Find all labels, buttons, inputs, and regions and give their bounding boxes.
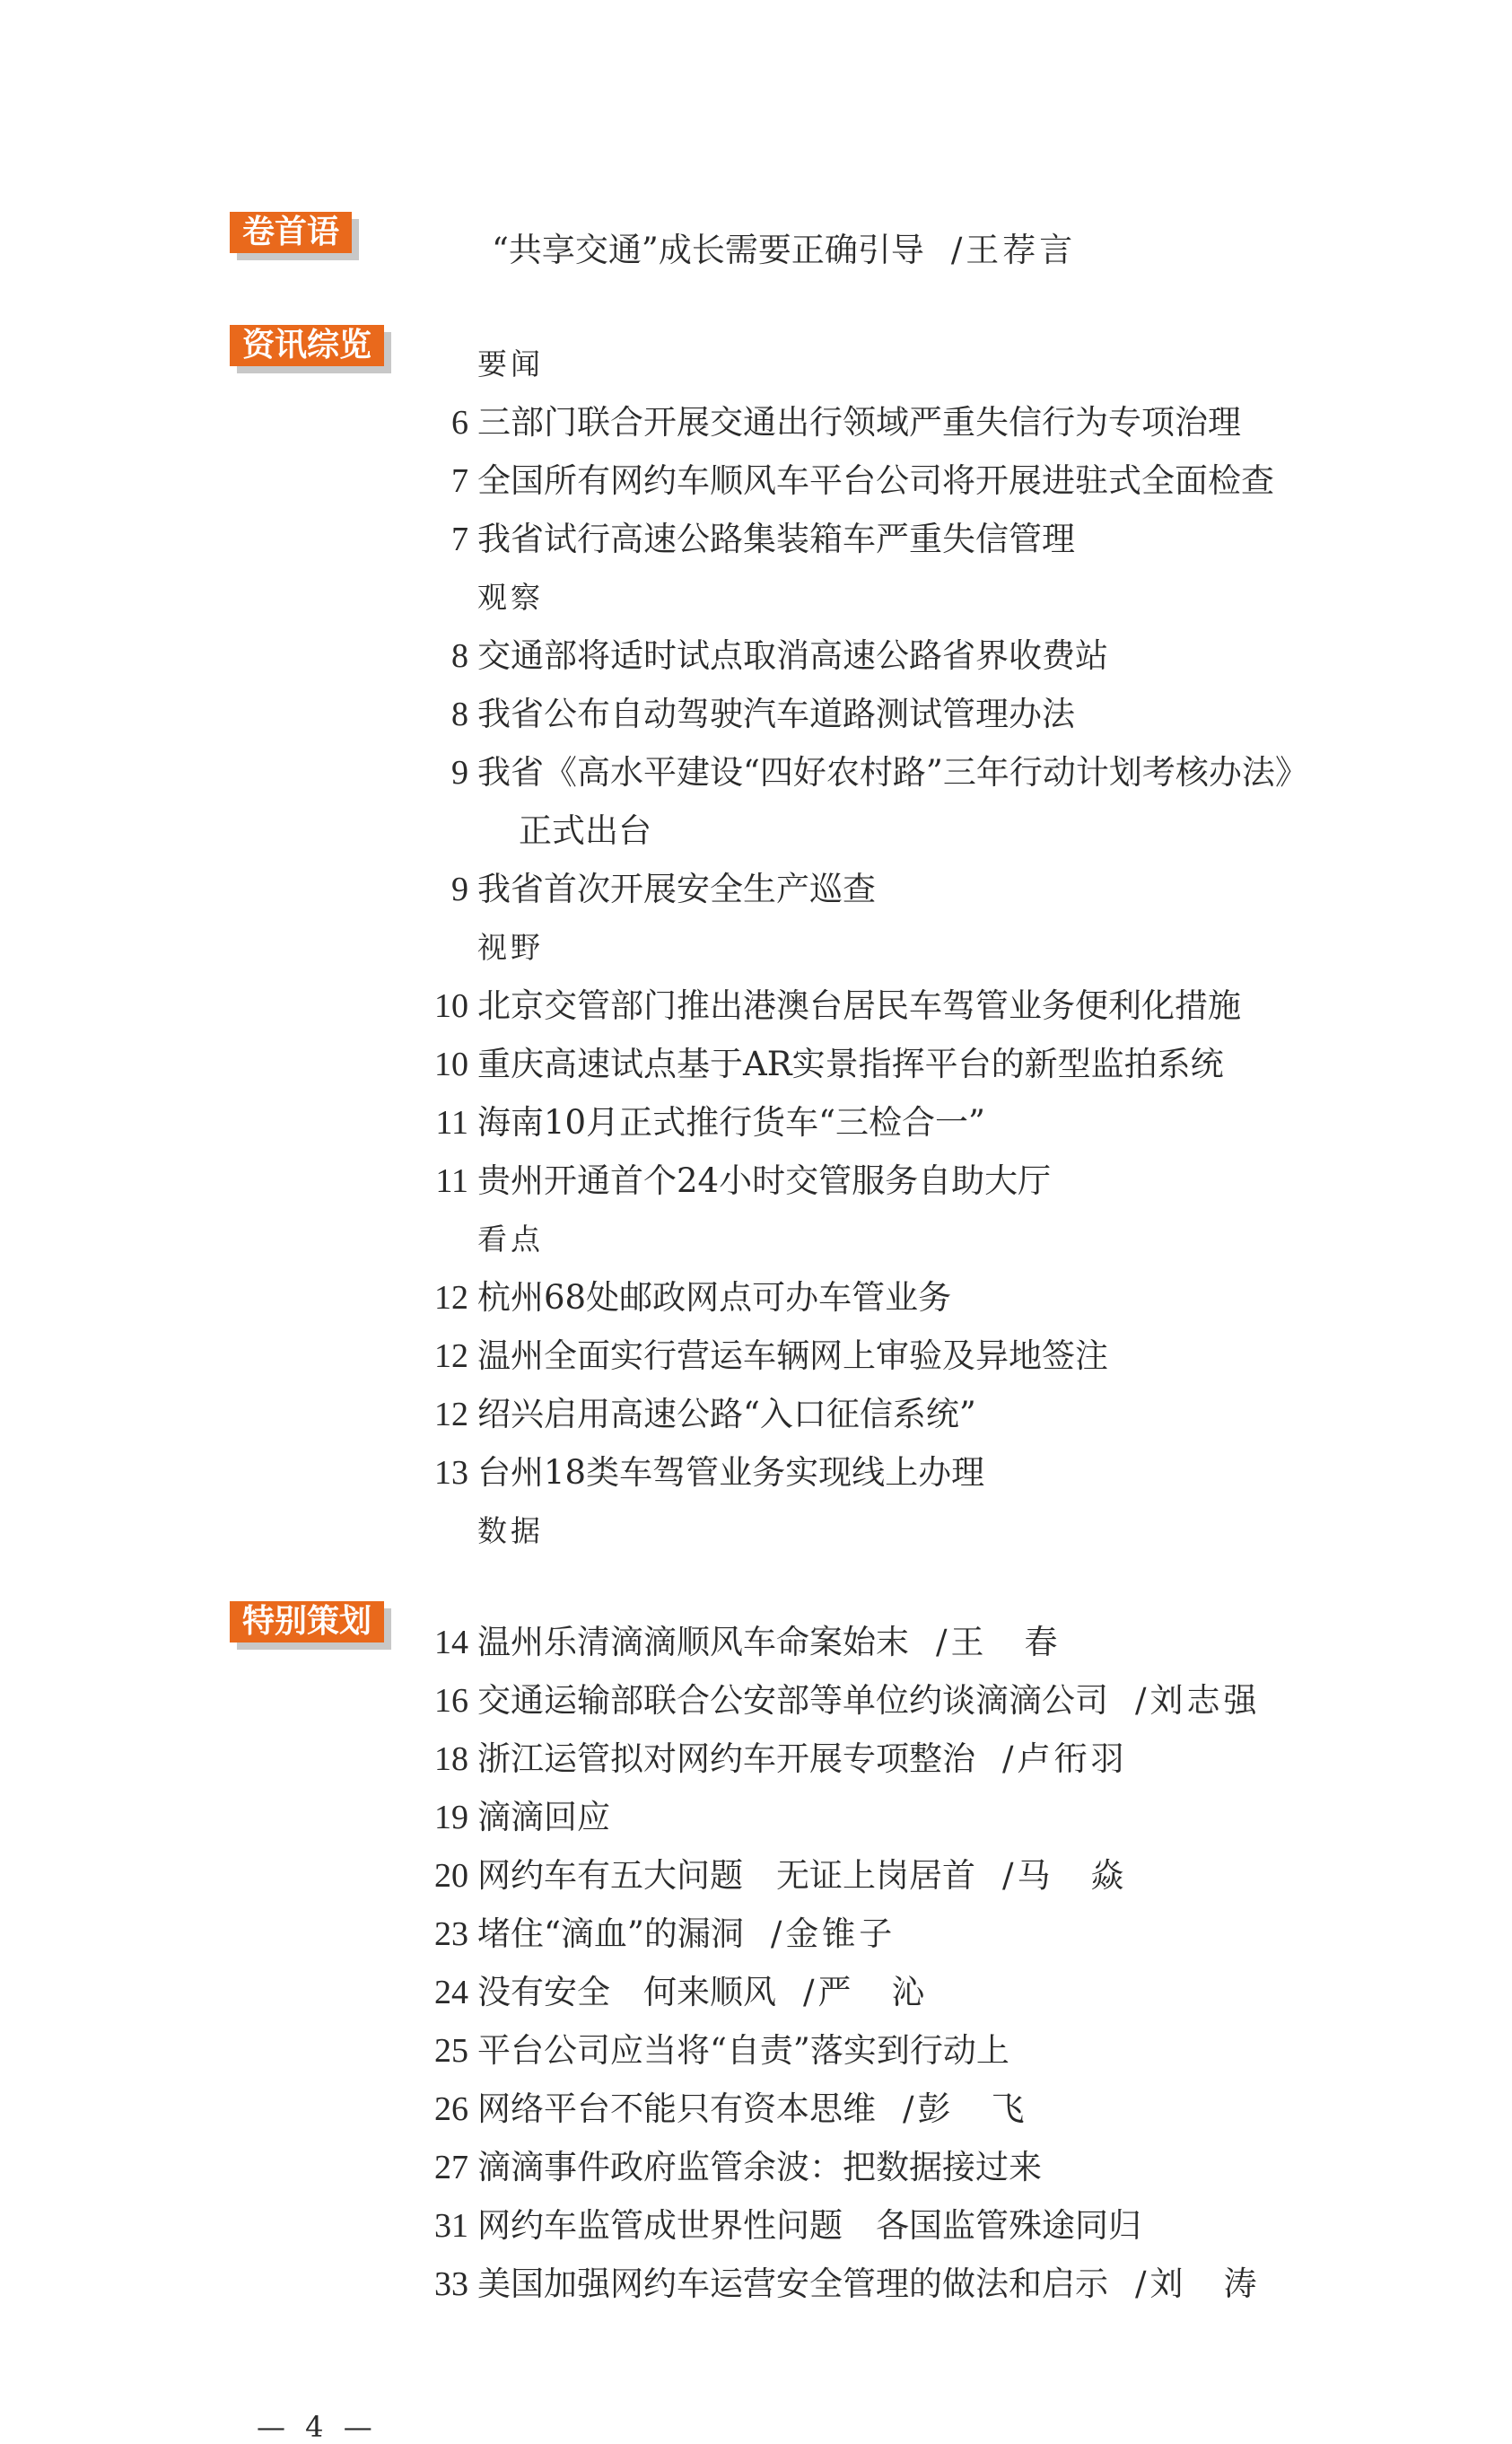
entry-page-number: 24: [434, 1974, 468, 2011]
section-label-epigraph: 卷首语: [230, 212, 352, 253]
entry-page-number: 13: [434, 1454, 468, 1492]
entry-title-group: 温州乐清滴滴顺风车命案始末 /王 春: [477, 1623, 1062, 1661]
entry-title-group: 滴滴回应: [477, 1798, 610, 1836]
toc-entry[interactable]: [0, 1674, 1512, 1728]
entry-title: 我省《高水平建设“四好农村路”三年行动计划考核办法》: [477, 753, 1308, 792]
toc-entry[interactable]: [0, 1616, 1512, 1669]
entry-title-group: 网约车监管成世界性问题 各国监管殊途同归: [477, 2206, 1141, 2245]
entry-page-number: 7: [451, 462, 468, 500]
entry-page-number: 26: [434, 2090, 468, 2128]
entry-page-number: 8: [451, 637, 468, 675]
subheading-label: 看点: [477, 1222, 544, 1257]
entry-title: 杭州68处邮政网点可办车管业务: [477, 1278, 952, 1317]
entry-title: 台州18类车驾管业务实现线上办理: [477, 1453, 985, 1492]
entry-page-number: 10: [434, 987, 468, 1025]
entry-page-number: 8: [451, 696, 468, 733]
toc-subheading: [0, 337, 1512, 391]
toc-subheading: [0, 571, 1512, 625]
entry-title-group: 网络平台不能只有资本思维 /彭 飞: [477, 2089, 1028, 2128]
entry-title: 北京交管部门推出港澳台居民车驾管业务便利化措施: [477, 986, 1241, 1025]
epigraph-entry[interactable]: [492, 223, 1076, 271]
entry-author: /马 焱: [1002, 1856, 1128, 1895]
entry-page-number: 11: [435, 1162, 468, 1200]
entry-title-group: 美国加强网约车运营安全管理的做法和启示 /刘 涛: [477, 2264, 1261, 2303]
entry-page-number: 14: [434, 1624, 468, 1661]
toc-entry[interactable]: [0, 2199, 1512, 2253]
toc-entry[interactable]: [0, 396, 1512, 450]
entry-page-number: 9: [451, 754, 468, 792]
entry-title: 我省公布自动驾驶汽车道路测试管理办法: [477, 695, 1075, 733]
entry-page-number: 11: [435, 1104, 468, 1142]
entry-title: 温州全面实行营运车辆网上审验及异地签注: [477, 1336, 1108, 1375]
entry-title: 重庆高速试点基于AR实景指挥平台的新型监拍系统: [477, 1045, 1224, 1083]
entry-title: 全国所有网约车顺风车平台公司将开展进驻式全面检查: [477, 461, 1274, 500]
toc-entry[interactable]: [0, 1096, 1512, 1150]
entry-author: /金锥子: [770, 1914, 896, 1953]
toc-entry[interactable]: [0, 2141, 1512, 2194]
section-label-news: 资讯综览: [230, 325, 384, 366]
entry-page-number: 10: [434, 1046, 468, 1083]
toc-entry[interactable]: [0, 688, 1512, 741]
entry-title: 我省试行高速公路集装箱车严重失信管理: [477, 520, 1075, 558]
entry-title-continuation: 正式出台: [519, 811, 651, 850]
toc-entry[interactable]: [0, 1849, 1512, 1903]
entry-page-number: 18: [434, 1740, 468, 1778]
entry-title-group: 平台公司应当将“自责”落实到行动上: [477, 2031, 1009, 2070]
entry-author: /刘 涛: [1135, 2264, 1261, 2303]
toc-subheading: [0, 1504, 1512, 1558]
entry-title: 贵州开通首个24小时交管服务自助大厅: [477, 1161, 1052, 1200]
toc-entry[interactable]: [0, 512, 1512, 566]
entry-page-number: 23: [434, 1915, 468, 1953]
subheading-label: 视野: [477, 930, 544, 965]
entry-page-number: 25: [434, 2032, 468, 2070]
entry-page-number: 19: [434, 1799, 468, 1836]
entry-page-number: 12: [434, 1279, 468, 1317]
entry-page-number: 12: [434, 1337, 468, 1375]
entry-author: /王 春: [936, 1623, 1062, 1661]
toc-subheading: [0, 921, 1512, 975]
toc-entry[interactable]: [0, 454, 1512, 508]
entry-author: /彭 飞: [903, 2089, 1028, 2128]
toc-entry[interactable]: [0, 1271, 1512, 1325]
toc-entry[interactable]: [0, 1329, 1512, 1383]
entry-title: 三部门联合开展交通出行领域严重失信行为专项治理: [477, 403, 1241, 442]
section-label-special: 特别策划: [230, 1601, 384, 1642]
entry-author: /严 沁: [803, 1973, 929, 2011]
entry-page-number: 27: [434, 2149, 468, 2186]
entry-page-number: 20: [434, 1857, 468, 1895]
toc-entry[interactable]: [0, 746, 1512, 800]
toc-entry[interactable]: [0, 1154, 1512, 1208]
entry-title: 我省首次开展安全生产巡查: [477, 870, 876, 908]
toc-entry[interactable]: [0, 1732, 1512, 1786]
toc-entry[interactable]: [0, 1791, 1512, 1844]
entry-author: /刘志强: [1135, 1681, 1261, 1720]
toc-entry[interactable]: [0, 2024, 1512, 2078]
toc-entry[interactable]: [0, 1907, 1512, 1961]
toc-entry[interactable]: [0, 2082, 1512, 2136]
toc-entry[interactable]: [0, 1388, 1512, 1441]
toc-subheading: [0, 1213, 1512, 1266]
entry-title: 交通部将适时试点取消高速公路省界收费站: [477, 636, 1108, 675]
toc-entry[interactable]: [0, 629, 1512, 683]
entry-title-group: 没有安全 何来顺风 /严 沁: [477, 1973, 929, 2011]
subheading-label: 观察: [477, 580, 544, 615]
epigraph-author: /王荐言: [950, 231, 1077, 269]
entry-page-number: 31: [434, 2207, 468, 2245]
entry-title-group: 浙江运管拟对网约车开展专项整治 /卢衎羽: [477, 1739, 1128, 1778]
entry-title: 绍兴启用高速公路“入口征信系统”: [477, 1395, 976, 1433]
toc-entry[interactable]: [0, 1038, 1512, 1091]
entry-page-number: 7: [451, 521, 468, 558]
toc-entry[interactable]: [0, 1446, 1512, 1500]
subheading-label: 数据: [477, 1513, 544, 1548]
toc-entry[interactable]: [0, 863, 1512, 916]
entry-page-number: 9: [451, 871, 468, 908]
toc-entry[interactable]: [0, 979, 1512, 1033]
entry-author: /卢衎羽: [1002, 1739, 1128, 1778]
entry-title-group: 滴滴事件政府监管余波：把数据接过来: [477, 2148, 1042, 2186]
toc-entry-continuation[interactable]: [0, 804, 1512, 858]
toc-entry[interactable]: [0, 2257, 1512, 2311]
entry-title-group: 堵住“滴血”的漏洞 /金锥子: [477, 1914, 896, 1953]
entry-title-group: 交通运输部联合公安部等单位约谈滴滴公司 /刘志强: [477, 1681, 1261, 1720]
entry-page-number: 33: [434, 2265, 468, 2303]
toc-entry[interactable]: [0, 1966, 1512, 2019]
entry-title-group: 网约车有五大问题 无证上岗居首 /马 焱: [477, 1856, 1128, 1895]
epigraph-title: “共享交通”成长需要正确引导: [492, 231, 924, 269]
entry-page-number: 6: [451, 404, 468, 442]
entry-page-number: 12: [434, 1396, 468, 1433]
entry-title: 海南10月正式推行货车“三检合一”: [477, 1103, 985, 1142]
page-number: — 4 —: [257, 2410, 378, 2444]
subheading-label: 要闻: [477, 346, 544, 381]
entry-page-number: 16: [434, 1682, 468, 1720]
